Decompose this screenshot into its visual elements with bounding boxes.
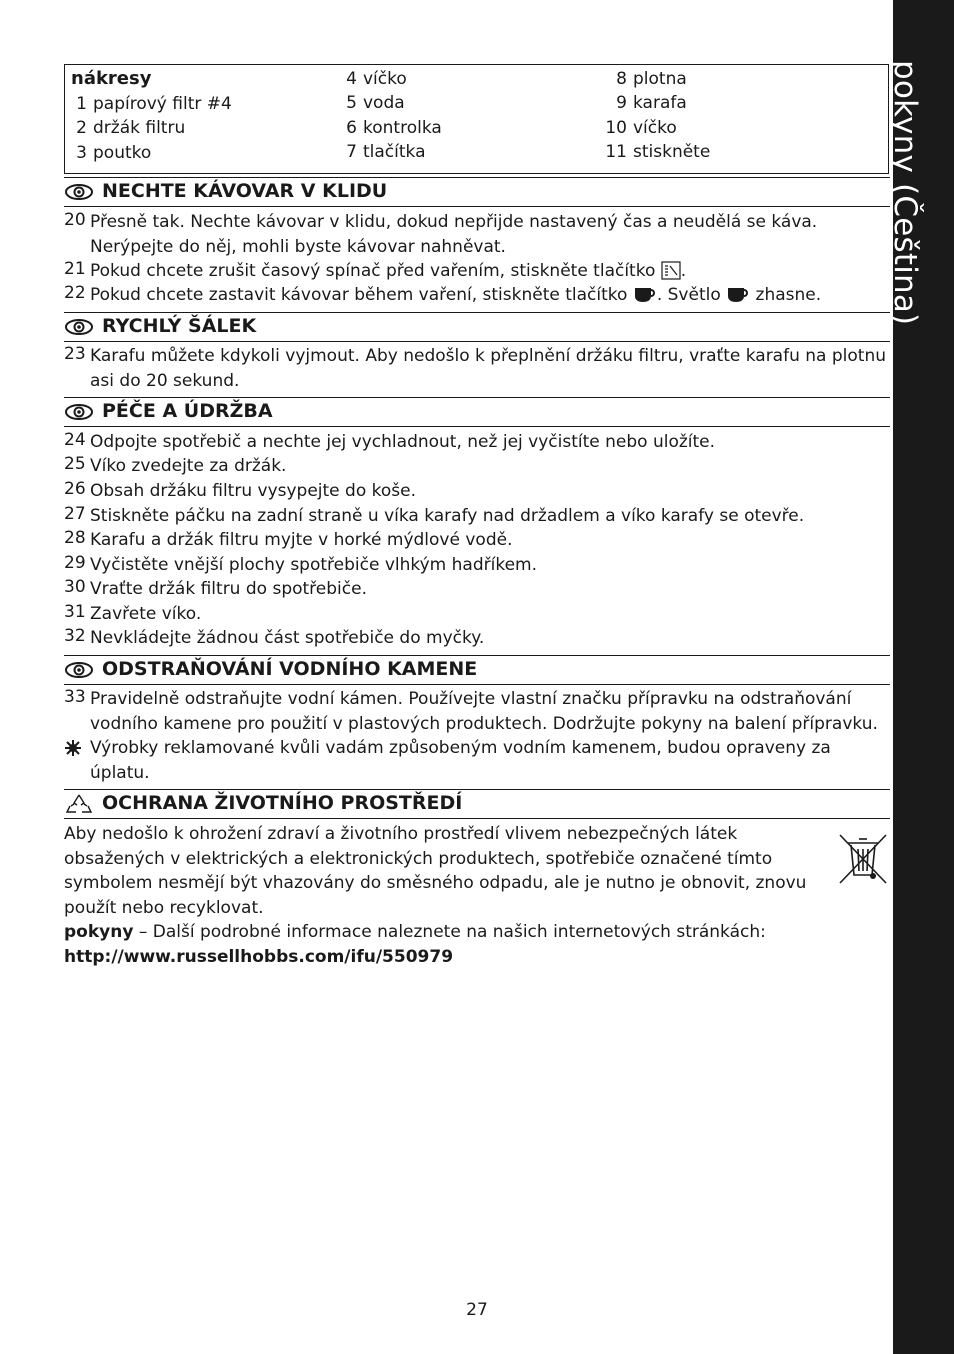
section-title: OCHRANA ŽIVOTNÍHO PROSTŘEDÍ: [102, 792, 463, 814]
part-item: 5 voda: [346, 93, 405, 113]
section-heading: [64, 312, 890, 342]
part-item: 10 víčko: [605, 118, 677, 138]
part-item: 2 držák filtru: [76, 118, 186, 138]
timer-button-icon: [661, 261, 681, 280]
section-heading: [64, 655, 890, 685]
section-heading: [64, 789, 890, 819]
part-item: 6 kontrolka: [346, 118, 442, 138]
cup-icon: [726, 285, 750, 304]
warning-star-icon: [64, 739, 82, 757]
side-tab: [887, 0, 954, 1354]
parts-box: [64, 64, 889, 174]
part-item: 8 plotna: [616, 69, 687, 89]
section-title: NECHTE KÁVOVAR V KLIDU: [102, 180, 388, 202]
part-item: 7 tlačítka: [346, 142, 426, 162]
section-heading: [64, 397, 890, 427]
eye-icon: [64, 403, 94, 421]
cup-icon: [633, 285, 657, 304]
side-tab-label: pokyny (Čeština): [887, 60, 923, 326]
eye-icon: [64, 183, 94, 201]
environment-paragraph: Aby nedošlo k ohrožení zdraví a životního prostředí vlivem nebezpečných látek obsažených v elektrických a elektronických produktech, spotřebiče označené tímto symbolem nesmějí být vhazovány do směsného odpadu, ale je nutno je obnovit, znovu použít nebo recyklovat.: [64, 824, 807, 918]
section-heading: [64, 177, 890, 207]
eye-icon: [64, 318, 94, 336]
website-link[interactable]: http://www.russellhobbs.com/ifu/550979: [64, 947, 454, 967]
more-info-line: pokyny – Další podrobné informace naleznete na našich internetových stránkách:: [64, 922, 766, 942]
part-item: 4 víčko: [346, 69, 407, 89]
part-item: 1 papírový filtr #4: [76, 94, 232, 114]
page-number: 27: [466, 1300, 488, 1320]
section-title: ODSTRAŇOVÁNÍ VODNÍHO KAMENE: [102, 658, 478, 680]
part-item: 3 poutko: [76, 143, 152, 163]
part-item: 9 karafa: [616, 93, 687, 113]
recycle-icon: [64, 793, 94, 815]
crossed-bin-icon: [838, 833, 888, 885]
parts-title: nákresy: [71, 68, 152, 89]
part-item: 11 stiskněte: [605, 142, 711, 162]
eye-icon: [64, 661, 94, 679]
section-title: RYCHLÝ ŠÁLEK: [102, 315, 257, 337]
section-title: PÉČE A ÚDRŽBA: [102, 400, 273, 422]
